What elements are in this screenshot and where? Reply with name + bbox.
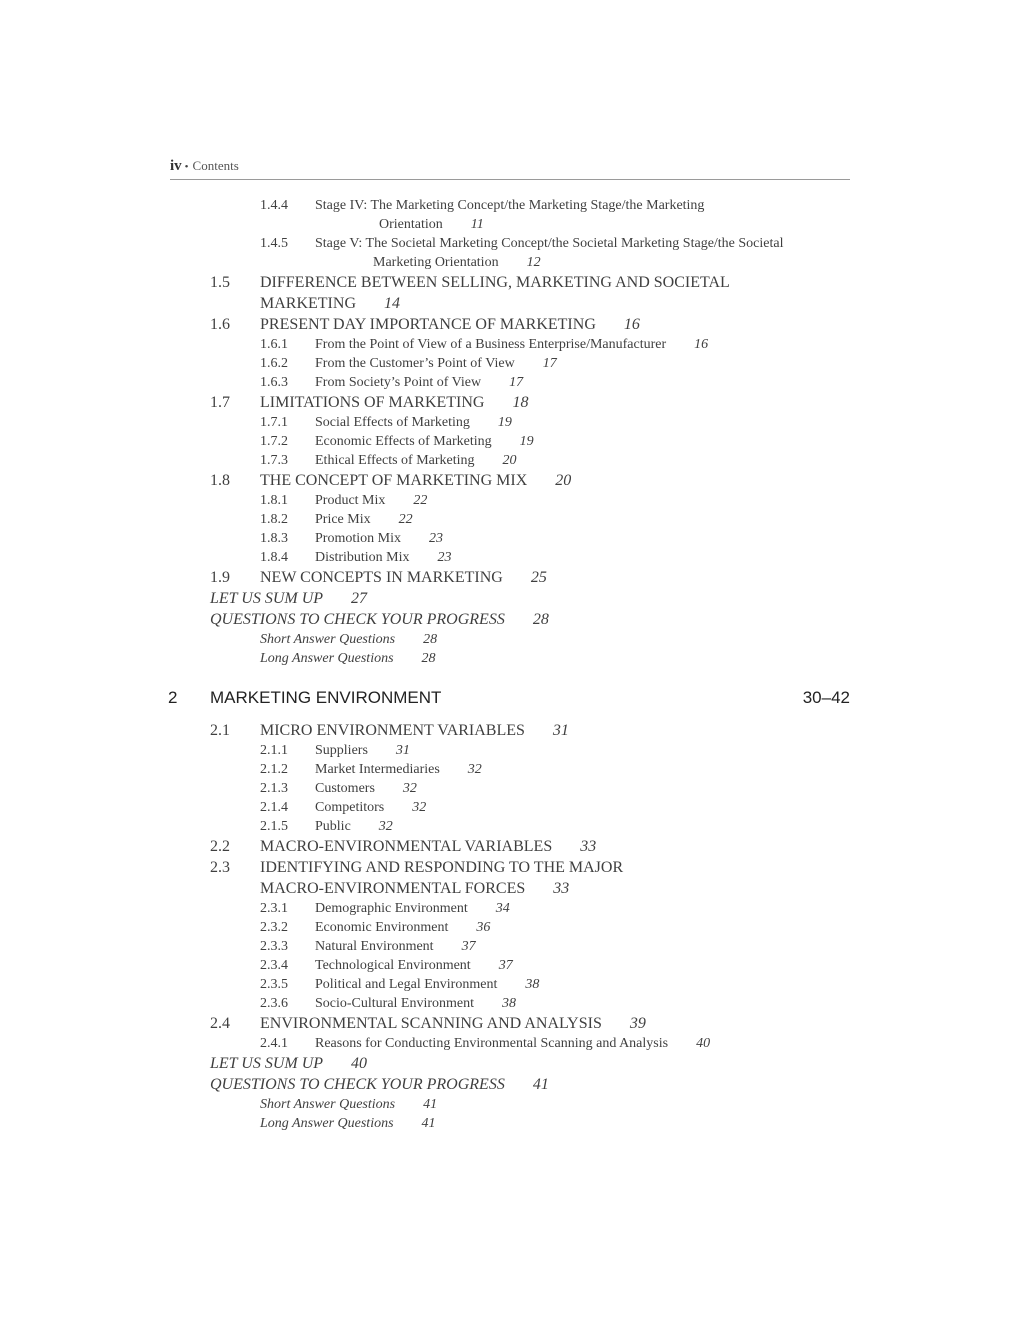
section-page: 27 [351,590,368,607]
entry-page: 28 [421,651,436,666]
section-number: 2.1 [210,722,230,739]
entry-page: 28 [423,632,438,647]
entry-number: 1.6.2 [260,356,288,371]
entry-title: Economic Environment [315,920,449,935]
entry-number: 1.4.5 [260,236,288,251]
entry-page: 32 [402,781,417,796]
entry-number: 1.7.1 [260,415,288,430]
entry-title: Economic Effects of Marketing [315,434,492,449]
entry-number: 2.3.4 [260,958,288,973]
section-page: 33 [553,880,570,897]
section-page: 31 [552,722,569,739]
entry-title-continued: Orientation [379,217,443,232]
entry-title: Price Mix [315,512,371,527]
entry-page: 17 [509,375,524,390]
section-title: PRESENT DAY IMPORTANCE OF MARKETING [260,316,596,333]
entry-number: 2.3.1 [260,901,288,916]
chapter-page-range: 30–42 [802,688,850,707]
section-page: 18 [512,394,529,411]
entry-number: 1.6.1 [260,337,288,352]
entry-title: Natural Environment [315,939,434,954]
section-page: 25 [530,569,547,586]
section-number: 1.9 [210,569,230,586]
entry-page: 23 [437,550,452,565]
entry-number: 2.1.2 [260,762,288,777]
chapter-title: MARKETING ENVIRONMENT [210,688,442,707]
section-page: 16 [623,316,640,333]
entry-number: 2.1.3 [260,781,288,796]
section-title-continued: MACRO-ENVIRONMENTAL FORCES [260,880,526,897]
section-page: 28 [532,611,549,628]
entry-title: Reasons for Conducting Environmental Scanning and Analysis [315,1036,669,1051]
entry-title: From the Customer’s Point of View [315,356,515,371]
section-number: 1.5 [210,274,230,291]
section-title: MICRO ENVIRONMENT VARIABLES [260,722,525,739]
entry-title: Ethical Effects of Marketing [315,453,475,468]
section-title: DIFFERENCE BETWEEN SELLING, MARKETING AND SOCIETAL [260,274,730,291]
entry-number: 2.1.4 [260,800,288,815]
entry-page: 32 [378,819,393,834]
section-title: MACRO-ENVIRONMENTAL VARIABLES [260,838,553,855]
section-title-continued: MARKETING [260,295,356,312]
section-number: 2.4 [210,1015,230,1032]
toc-chapter-2[interactable] [168,688,850,712]
section-title: IDENTIFYING AND RESPONDING TO THE MAJOR [260,859,624,876]
section-title: QUESTIONS TO CHECK YOUR PROGRESS [210,611,505,628]
entry-title: Long Answer Questions [260,651,394,666]
entry-page: 37 [461,939,476,954]
entry-number: 1.8.2 [260,512,288,527]
entry-number: 2.1.5 [260,819,288,834]
entry-page: 37 [498,958,513,973]
entry-number: 2.3.3 [260,939,288,954]
section-number: 2.2 [210,838,230,855]
page-number: iv [170,158,182,174]
entry-title: Market Intermediaries [315,762,440,777]
entry-title: Social Effects of Marketing [315,415,470,430]
section-page: 14 [384,295,400,312]
entry-title: Competitors [315,800,385,815]
entry-title: Stage IV: The Marketing Concept/the Marketing Stage/the Marketing [315,198,705,213]
section-title: NEW CONCEPTS IN MARKETING [260,569,503,586]
entry-number: 1.8.4 [260,550,288,565]
chapter-number: 2 [168,688,178,707]
section-number: 1.8 [210,472,230,489]
entry-title: From the Point of View of a Business Enterprise/Manufacturer [315,337,667,352]
entry-title: Distribution Mix [315,550,410,565]
entry-number: 2.3.2 [260,920,288,935]
section-title: THE CONCEPT OF MARKETING MIX [260,472,528,489]
entry-page: 32 [412,800,427,815]
entry-number: 1.8.1 [260,493,288,508]
entry-page: 38 [525,977,540,992]
entry-page: 22 [413,493,428,508]
entry-page: 38 [502,996,517,1011]
running-head-title: Contents [192,158,239,173]
entry-page: 17 [542,356,557,371]
section-page: 33 [580,838,597,855]
section-number: 1.6 [210,316,230,333]
bullet-separator: • [184,161,189,173]
entry-page: 41 [421,1116,436,1131]
entry-number: 1.7.3 [260,453,288,468]
entry-page: 16 [694,337,709,352]
entry-number: 1.4.4 [260,198,288,213]
entry-title: Public [315,819,351,834]
entry-page: 22 [398,512,413,527]
entry-page: 11 [470,217,484,232]
entry-title: Short Answer Questions [260,632,396,647]
entry-title: Long Answer Questions [260,1116,394,1131]
section-page: 41 [532,1076,549,1093]
section-page: 39 [629,1015,646,1032]
entry-page: 12 [526,255,541,270]
section-title: LET US SUM UP [210,590,324,607]
entry-number: 2.4.1 [260,1036,288,1051]
section-title: QUESTIONS TO CHECK YOUR PROGRESS [210,1076,505,1093]
entry-page: 40 [696,1036,711,1051]
entry-page: 32 [467,762,482,777]
section-number: 2.3 [210,859,230,876]
entry-title: Product Mix [315,493,386,508]
entry-page: 41 [423,1097,438,1112]
entry-title: From Society’s Point of View [315,375,482,390]
entry-number: 2.3.6 [260,996,288,1011]
entry-number: 2.3.5 [260,977,288,992]
entry-title: Promotion Mix [315,531,401,546]
entry-page: 19 [519,434,534,449]
section-title: LIMITATIONS OF MARKETING [260,394,485,411]
entry-title: Short Answer Questions [260,1097,396,1112]
entry-title: Political and Legal Environment [315,977,498,992]
entry-number: 2.1.1 [260,743,288,758]
entry-number: 1.8.3 [260,531,288,546]
entry-number: 1.7.2 [260,434,288,449]
section-title: LET US SUM UP [210,1055,324,1072]
entry-title: Socio-Cultural Environment [315,996,475,1011]
entry-title: Demographic Environment [315,901,468,916]
entry-page: 19 [497,415,512,430]
entry-title-continued: Marketing Orientation [373,255,499,270]
entry-title: Stage V: The Societal Marketing Concept/the Societal Marketing Stage/the Societal [315,236,784,251]
section-title: ENVIRONMENTAL SCANNING AND ANALYSIS [260,1015,602,1032]
entry-title: Customers [315,781,375,796]
running-head [170,157,850,180]
section-page: 20 [555,472,572,489]
entry-page: 36 [476,920,491,935]
section-number: 1.7 [210,394,230,411]
entry-title: Technological Environment [315,958,471,973]
entry-page: 34 [495,901,510,916]
entry-page: 23 [428,531,443,546]
entry-page: 31 [395,743,410,758]
section-page: 40 [351,1055,368,1072]
entry-page: 20 [502,453,517,468]
entry-number: 1.6.3 [260,375,288,390]
entry-title: Suppliers [315,743,368,758]
